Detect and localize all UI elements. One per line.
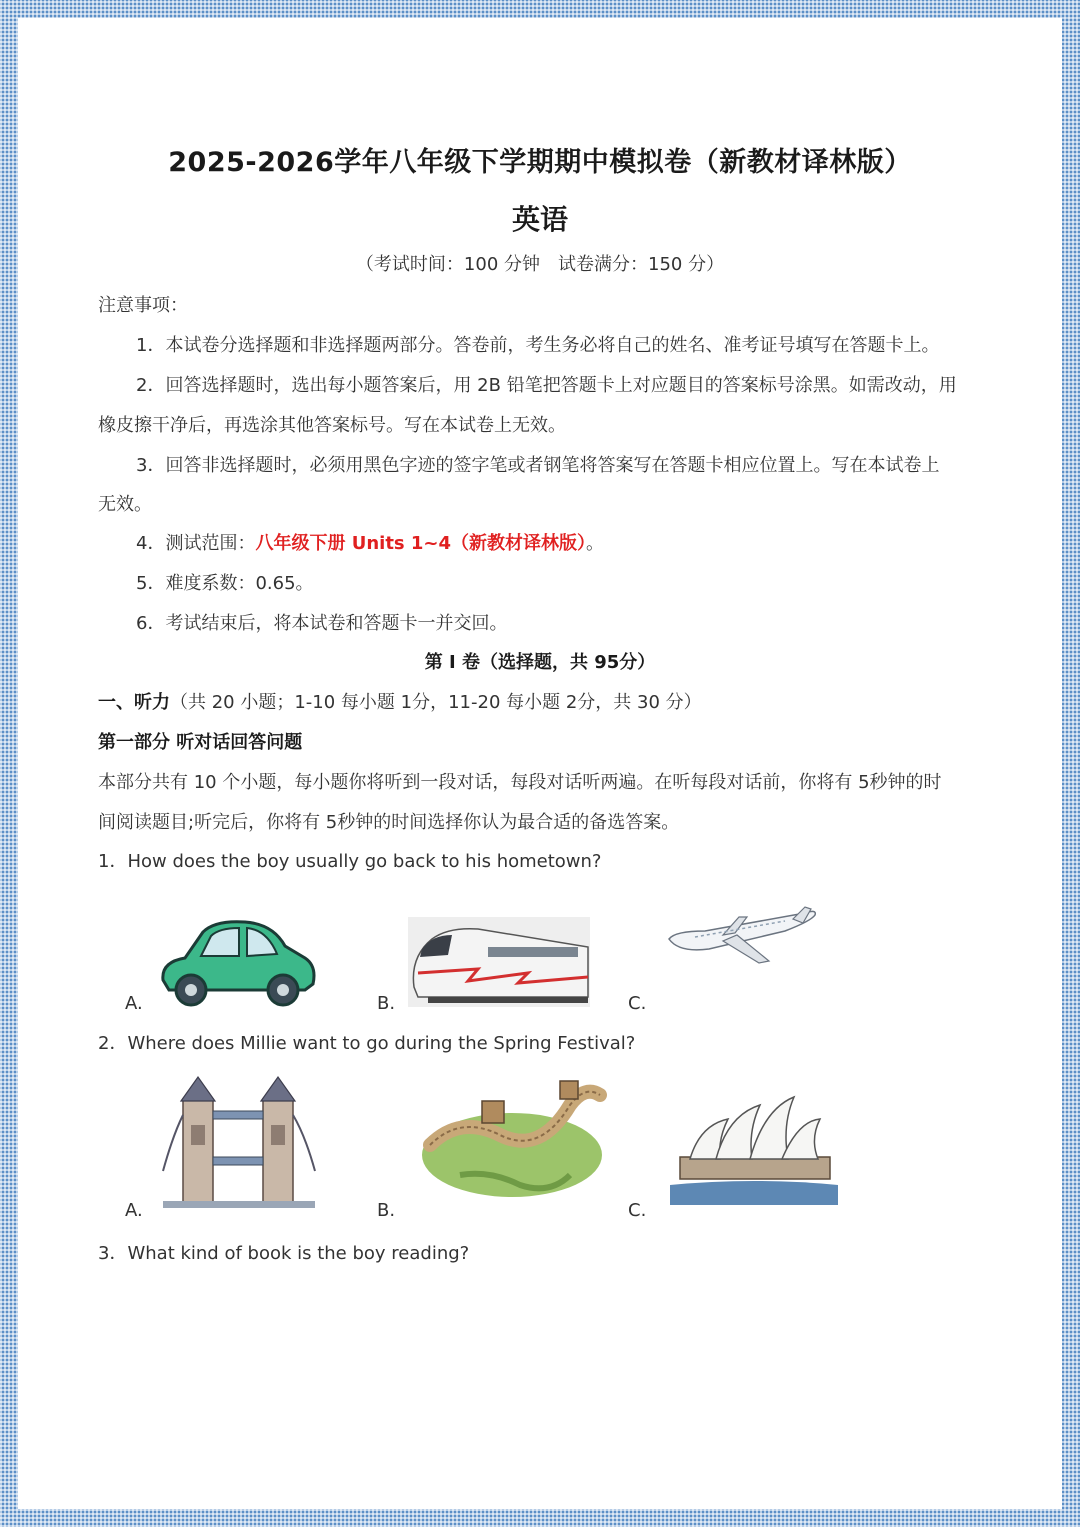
note-item-4-prefix: 4．测试范围：: [136, 533, 256, 554]
notes-heading: 注意事项：: [98, 295, 188, 316]
airplane-image: [665, 905, 820, 967]
tower-bridge-image: [163, 1075, 315, 1208]
note-item-5: 5．难度系数：0.65。: [136, 573, 314, 594]
note-item-2: 2．回答选择题时，选出每小题答案后，用 2B 铅笔把答题卡上对应题目的答案标号涂黑。如需改动，用: [136, 375, 957, 396]
paper-page: [18, 18, 1062, 1509]
part-heading: [98, 688, 702, 714]
note-item-3-cont: 无效。: [98, 494, 152, 515]
great-wall-image: [420, 1075, 605, 1200]
q1-option-b[interactable]: B.: [377, 993, 396, 1014]
instruction-line-1: 本部分共有 10 个小题，每小题你将听到一段对话，每段对话听两遍。在听每段对话前，你将有 5秒钟的时: [98, 772, 942, 793]
q2-option-c[interactable]: C.: [628, 1200, 647, 1221]
subpart-title: 第一部分 听对话回答问题: [98, 732, 303, 753]
exam-info: （考试时间：100 分钟 试卷满分：150 分）: [355, 254, 725, 275]
question-1: 1．How does the boy usually go back to his hometown?: [98, 851, 602, 872]
note-item-4: [136, 529, 604, 555]
q1-option-a[interactable]: A.: [125, 993, 143, 1014]
part-title: 一、听力: [98, 692, 170, 713]
q1-option-c[interactable]: C.: [628, 993, 647, 1014]
subject-title: 英语: [511, 203, 568, 236]
note-item-3: 3．回答非选择题时，必须用黑色字迹的签字笔或者钢笔将答案写在答题卡相应位置上。写在本试卷上: [136, 455, 940, 476]
q2-option-b[interactable]: B.: [377, 1200, 396, 1221]
question-3: 3．What kind of book is the boy reading?: [98, 1243, 470, 1264]
test-range: 八年级下册 Units 1~4（新教材译林版）: [255, 533, 587, 554]
note-item-6: 6．考试结束后，将本试卷和答题卡一并交回。: [136, 613, 508, 634]
car-image: [155, 918, 320, 1010]
opera-house-image: [670, 1095, 838, 1205]
q2-option-a[interactable]: A.: [125, 1200, 143, 1221]
part-info: （共 20 小题；1-10 每小题 1分，11-20 每小题 2分，共 30 分）: [170, 692, 702, 713]
note-item-1: 1．本试卷分选择题和非选择题两部分。答卷前，考生务必将自己的姓名、准考证号填写在答题卡上。: [136, 335, 940, 356]
train-image: [408, 917, 590, 1007]
exam-title: 2025-2026学年八年级下学期期中模拟卷（新教材译林版）: [168, 147, 912, 178]
question-2: 2．Where does Millie want to go during the Spring Festival?: [98, 1033, 636, 1054]
volume-title: 第 I 卷（选择题，共 95分）: [424, 652, 656, 673]
note-item-2-cont: 橡皮擦干净后，再选涂其他答案标号。写在本试卷上无效。: [98, 415, 566, 436]
instruction-line-2: 间阅读题目;听完后，你将有 5秒钟的时间选择你认为最合适的备选答案。: [98, 812, 680, 833]
note-item-4-suffix: 。: [586, 533, 605, 554]
